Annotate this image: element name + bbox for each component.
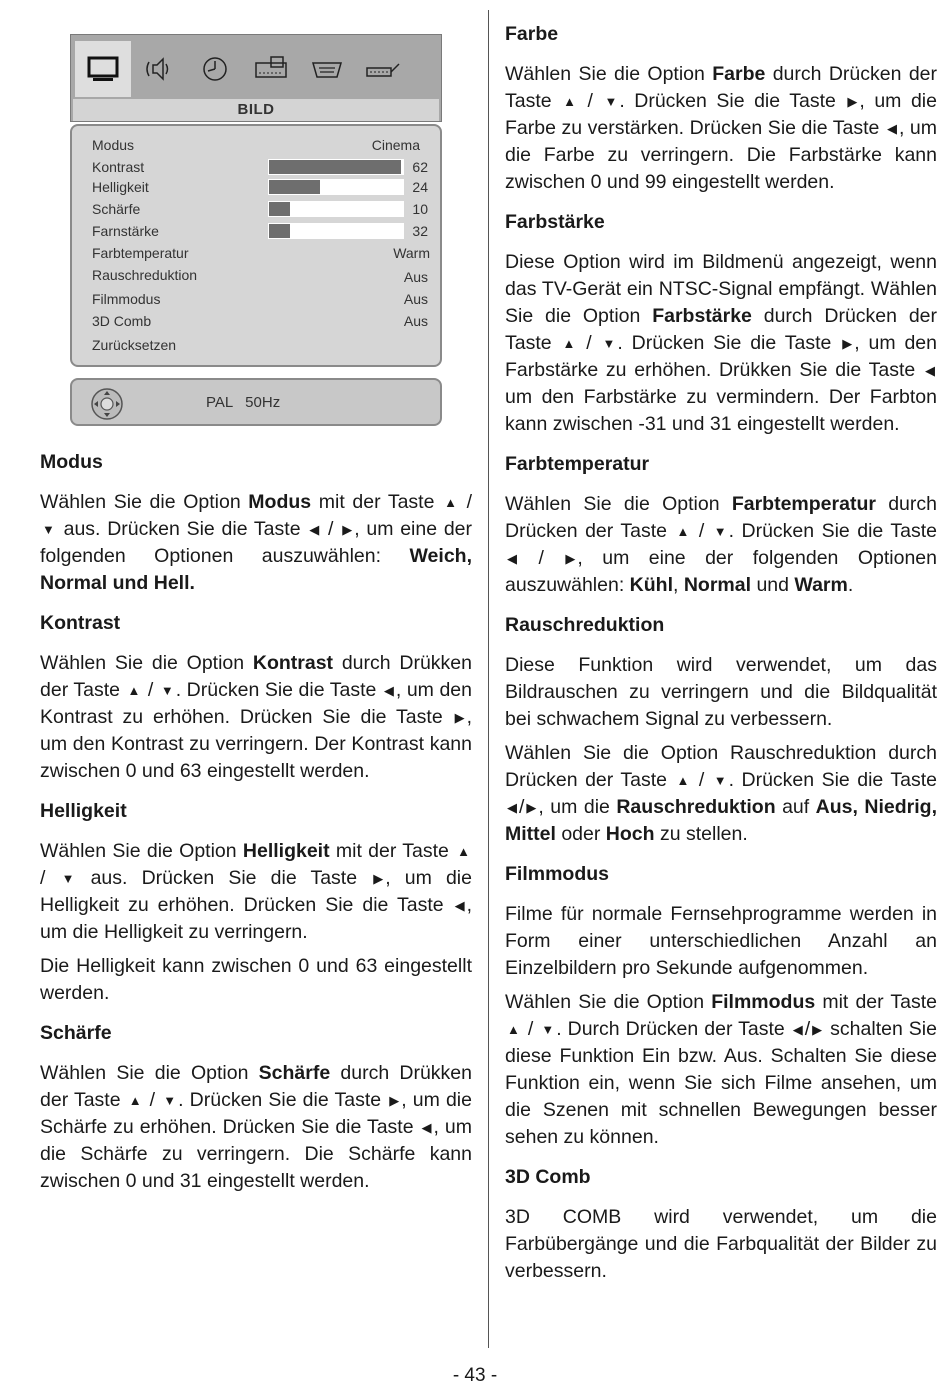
menu-row-filmmodus	[92, 289, 428, 309]
menu-row-label: Filmmodus	[92, 291, 161, 307]
down-arrow-icon: ▼	[42, 522, 55, 537]
level-bar	[268, 223, 404, 239]
up-arrow-icon: ▲	[676, 524, 690, 539]
down-arrow-icon: ▼	[541, 1022, 555, 1037]
menu-row-label: Zurücksetzen	[92, 337, 177, 353]
left-column	[40, 449, 472, 1208]
left-arrow-icon: ◀	[454, 898, 465, 913]
level-bar-fill	[269, 160, 401, 174]
heading-farbstaerke: Farbstärke	[505, 211, 605, 233]
menu-row-kontrast	[92, 157, 428, 177]
paragraph-modus: Wählen Sie die Option Modus mit der Taste ▲ / ▼ aus. Drücken Sie die Taste ◀ / ▶ , um eine der folgenden Optionen auszuwählen: Weich, Normal und Hell.	[40, 491, 472, 594]
heading-3d-comb: 3D Comb	[505, 1166, 591, 1188]
left-arrow-icon: ◀	[383, 683, 394, 698]
level-bar-fill	[269, 202, 290, 216]
paragraph-filmmodus: Wählen Sie die Option Filmmodus mit der Taste ▲ / ▼ . Durch Drücken der Taste ◀ / ▶ schalten Sie diese Funktion Ein bzw. Aus. Schalten Sie diese Funktion ein, wenn Sie sich Filme ansehen, um die Szenen mit schnellen Bewegungen besser sehen zu können.	[505, 991, 937, 1148]
right-arrow-icon: ▶	[842, 336, 853, 351]
menu-row-rauschreduktion	[92, 265, 428, 285]
menu-row-value: Cinema	[371, 137, 420, 153]
left-arrow-icon: ◀	[309, 522, 320, 537]
down-arrow-icon: ▼	[61, 871, 75, 886]
heading-helligkeit: Helligkeit	[40, 800, 127, 822]
navigation-pad-icon	[90, 387, 124, 421]
antenna-icon	[355, 41, 411, 97]
right-arrow-icon: ▶	[847, 94, 858, 109]
menu-row-helligkeit	[92, 177, 428, 197]
menu-row-label: Modus	[92, 137, 135, 153]
menu-title: BILD	[73, 99, 439, 121]
level-bar-fill	[269, 180, 320, 194]
paragraph-farbstaerke: Diese Option wird im Bildmenü angezeigt, wenn das TV-Gerät ein NTSC-Signal empfängt. Wählen Sie die Option Farbstärke durch Drücken der Taste ▲ / ▼ . Drücken Sie die Taste ▶ , um den Farbstärke zu erhöhen. Drükken Sie die Taste ◀ um den Farbstärke zu vermindern. Der Farbton kann zwischen -31 und 31 eingestellt werden.	[505, 251, 937, 435]
right-arrow-icon: ▶	[526, 800, 537, 815]
heading-rauschreduktion: Rauschreduktion	[505, 614, 665, 636]
down-arrow-icon: ▼	[163, 1093, 177, 1108]
left-arrow-icon: ◀	[507, 551, 517, 566]
heading-modus: Modus	[40, 451, 103, 473]
paragraph-farbe: Wählen Sie die Option Farbe durch Drücken der Taste ▲ / ▼ . Drücken Sie die Taste ▶ , um die Farbe zu verstärken. Drücken Sie die Taste ◀ , um die Farbe zu verringern. Die Farbstärke kann zwischen 0 und 99 eingestellt werden.	[505, 63, 938, 193]
up-arrow-icon: ▲	[676, 773, 690, 788]
level-bar	[268, 201, 404, 217]
menu-row-value: Warm	[393, 245, 430, 261]
tv-icon	[75, 41, 131, 97]
source-icon	[299, 41, 355, 97]
page-number: - 43 -	[452, 1365, 498, 1384]
menu-row-value: Aus	[403, 313, 428, 329]
menu-row-label: Kontrast	[92, 159, 145, 175]
down-arrow-icon: ▼	[602, 336, 616, 351]
level-bar	[268, 159, 404, 175]
menu-status-bar	[70, 378, 442, 426]
paragraph-helligkeit: Wählen Sie die Option Helligkeit mit der Taste ▲ / ▼ aus. Drücken Sie die Taste ▶ , um die Helligkeit zu erhöhen. Drücken Sie die Taste ◀ , um die Helligkeit zu verringern.	[40, 840, 472, 943]
heading-farbe: Farbe	[505, 23, 559, 45]
paragraph-rauschreduktion-intro: Diese Funktion wird verwendet, um das Bildrauschen zu verringern und die Bildqualität bei schwachem Signal zu verbessern.	[505, 654, 937, 730]
down-arrow-icon: ▼	[604, 94, 618, 109]
menu-row-value: 24	[412, 179, 428, 195]
menu-row-zuruecksetzen	[92, 335, 428, 355]
menu-row-label: 3D Comb	[92, 313, 152, 329]
menu-row-value: 32	[412, 223, 428, 239]
left-arrow-icon: ◀	[421, 1120, 432, 1135]
up-arrow-icon: ▲	[127, 683, 141, 698]
menu-row-farbstaerke	[92, 221, 428, 241]
menu-row-label: Schärfe	[92, 201, 141, 217]
menu-row-value: Aus	[403, 269, 428, 285]
down-arrow-icon: ▼	[713, 524, 727, 539]
clock-icon	[187, 41, 243, 97]
down-arrow-icon: ▼	[713, 773, 727, 788]
up-arrow-icon: ▲	[444, 495, 457, 510]
paragraph-helligkeit-range: Die Helligkeit kann zwischen 0 und 63 eingestellt werden.	[40, 955, 472, 1004]
menu-row-value: 10	[412, 201, 428, 217]
left-arrow-icon: ◀	[886, 121, 897, 136]
heading-filmmodus: Filmmodus	[505, 863, 610, 885]
down-arrow-icon: ▼	[160, 683, 174, 698]
right-column	[505, 21, 937, 1292]
heading-farbtemperatur: Farbtemperatur	[505, 453, 650, 475]
paragraph-3d-comb: 3D COMB wird verwendet, um die Farbübergänge und die Farbqualität der Bilder zu verbessern.	[505, 1206, 937, 1282]
paragraph-schaerfe: Wählen Sie die Option Schärfe durch Drükken der Taste ▲ / ▼ . Drücken Sie die Taste ▶ , um die Schärfe zu erhöhen. Drücken Sie die Taste ◀ , um die Schärfe zu verringern. Die Schärfe kann zwischen 0 und 31 eingestellt werden.	[40, 1062, 472, 1192]
paragraph-farbtemperatur: Wählen Sie die Option Farbtemperatur durch Drücken der Taste ▲ / ▼ . Drücken Sie die Taste ◀ / ▶ , um eine der folgenden Optionen auszuwählen: Kühl, Normal und Warm.	[505, 493, 937, 596]
level-bar	[268, 179, 404, 195]
paragraph-filmmodus-intro: Filme für normale Fernsehprogramme werden in Form einer unterschiedlichen Anzahl an Einzelbildern pro Sekunde aufgenommen.	[505, 903, 937, 979]
left-arrow-icon: ◀	[507, 800, 517, 815]
up-arrow-icon: ▲	[507, 1022, 520, 1037]
menu-row-value: Aus	[403, 291, 428, 307]
up-arrow-icon: ▲	[128, 1093, 142, 1108]
menu-row-farbtemperatur	[92, 243, 428, 263]
paragraph-rauschreduktion: Wählen Sie die Option Rauschreduktion durch Drücken der Taste ▲ / ▼ . Drücken Sie die Taste ◀ / ▶ , um die Rauschreduktion auf Aus, Niedrig, Mittel oder Hoch zu stellen.	[505, 742, 937, 845]
up-arrow-icon: ▲	[457, 844, 471, 859]
sound-icon	[131, 41, 187, 97]
up-arrow-icon: ▲	[563, 94, 576, 109]
signal-format-text: PAL 50Hz	[206, 394, 281, 411]
right-arrow-icon: ▶	[454, 710, 465, 725]
left-arrow-icon: ◀	[925, 363, 935, 378]
setup-icon	[243, 41, 299, 97]
right-arrow-icon: ▶	[342, 522, 353, 537]
menu-row-modus	[92, 135, 428, 155]
menu-row-label: Helligkeit	[92, 179, 149, 195]
column-divider	[488, 10, 489, 1348]
paragraph-kontrast: Wählen Sie die Option Kontrast durch Drükken der Taste ▲ / ▼ . Drücken Sie die Taste ◀ , um den Kontrast zu erhöhen. Drücken Sie die Taste ▶ , um den Kontrast zu verringern. Der Kontrast kann zwischen 0 und 63 eingestellt werden.	[40, 652, 472, 782]
menu-row-3d-comb	[92, 311, 428, 331]
heading-kontrast: Kontrast	[40, 612, 121, 634]
left-arrow-icon: ◀	[792, 1022, 803, 1037]
menu-row-label: Rauschreduktion	[92, 267, 198, 283]
menu-row-schaerfe	[92, 199, 428, 219]
right-arrow-icon: ▶	[565, 551, 576, 566]
menu-row-label: Farbtemperatur	[92, 245, 189, 261]
menu-row-label: Farnstärke	[92, 223, 159, 239]
right-arrow-icon: ▶	[373, 871, 384, 886]
right-arrow-icon: ▶	[389, 1093, 400, 1108]
menu-settings-panel	[70, 124, 442, 367]
heading-schaerfe: Schärfe	[40, 1022, 112, 1044]
menu-tab-bar	[70, 34, 442, 122]
right-arrow-icon: ▶	[812, 1022, 823, 1037]
menu-row-value: 62	[412, 159, 428, 175]
level-bar-fill	[269, 224, 290, 238]
up-arrow-icon: ▲	[562, 336, 576, 351]
